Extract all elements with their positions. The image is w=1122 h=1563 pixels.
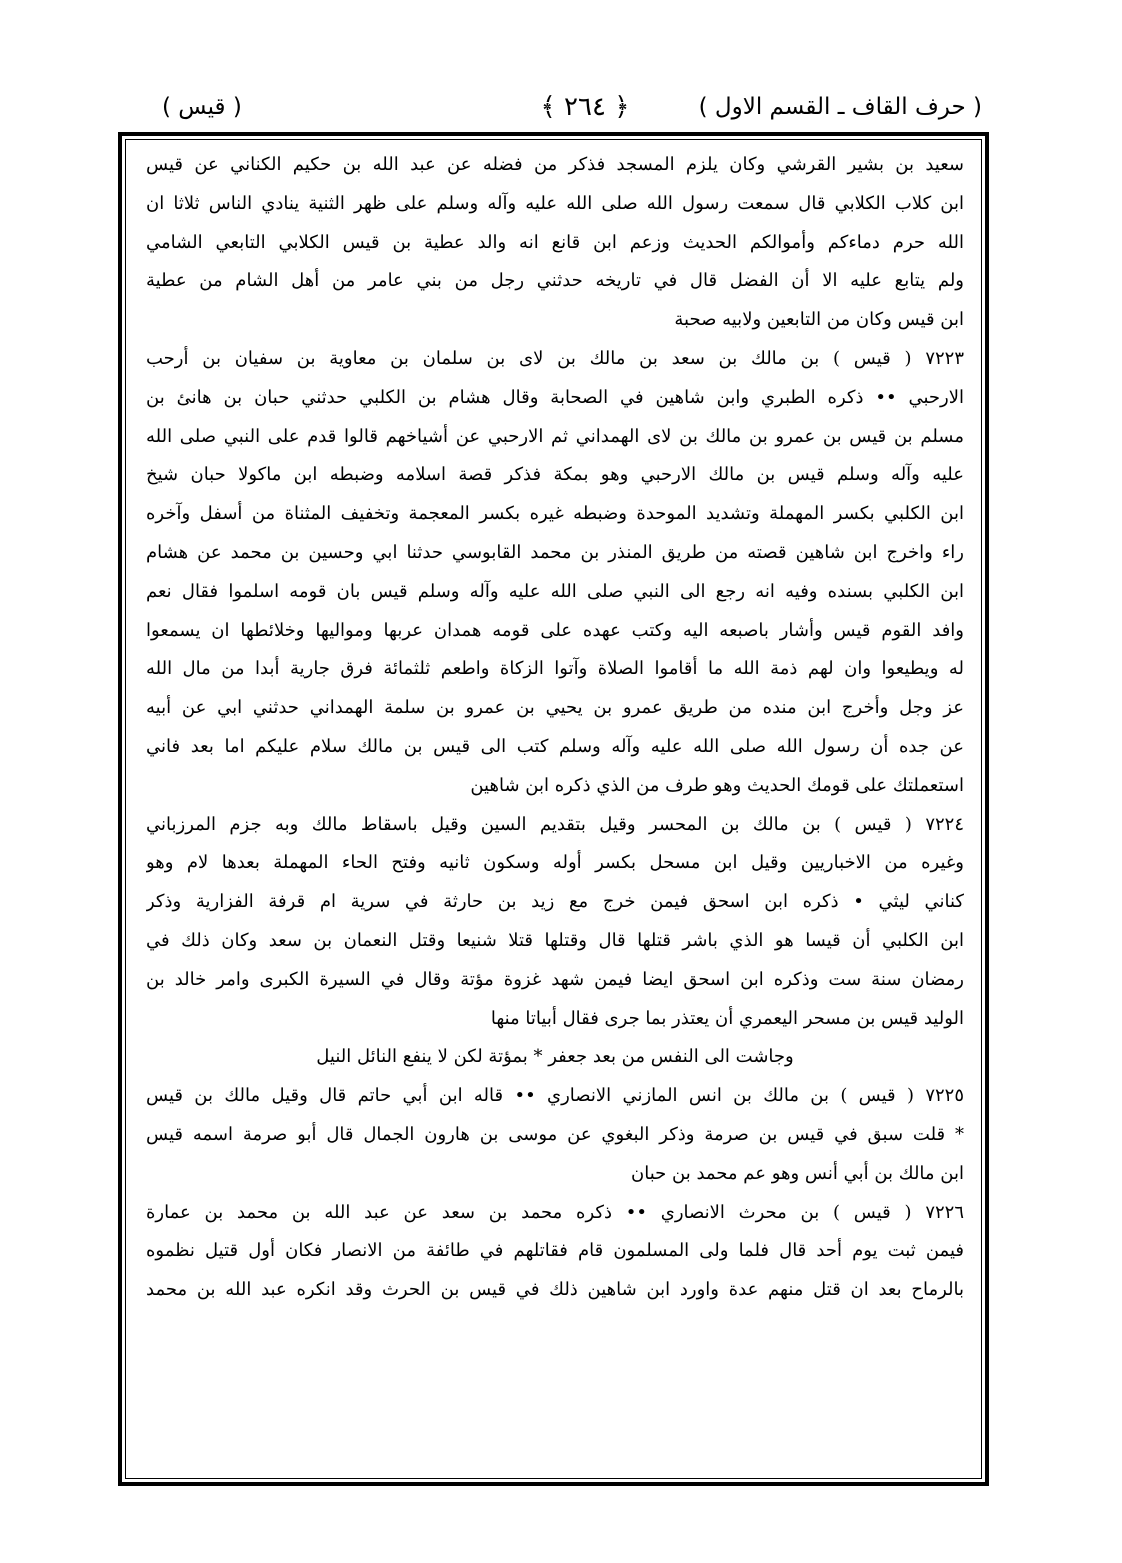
text-line: استعملتك على قومك الحديث وهو طرف من الذي ذكره ابن شاهين [470, 774, 964, 796]
text-line: بالرماح بعد ان قتل منهم عدة واورد ابن شاهين ذلك في قيس بن الحرث وقد انكره عبد الله بن محمد [146, 1279, 964, 1301]
text-line: سعيد بن بشير القرشي وكان يلزم المسجد فذكر من فضله عن عبد الله بن حكيم الكناني عن قيس [146, 154, 964, 175]
text-line: ابن الكلبي أن قيسا هو الذي باشر قتلها قال وقتلها قتلا شنيعا وقتل النعمان بن سعد وكان ذلك في [146, 929, 964, 951]
text-line: كناني ليثي • ذكره ابن اسحق فيمن خرج مع زيد بن حارثة في سرية ام قرفة الفزارية وذكر [146, 891, 964, 913]
section-title: ( حرف القاف ـ القسم الاول ) [698, 94, 982, 120]
text-line: فيمن ثبت يوم أحد قال فلما ولى المسلمون قام فقاتلهم في طائفة من الانصار فكان أول قتيل نظموه [146, 1240, 964, 1262]
text-line: ابن الكلبي بسنده وفيه انه رجع الى النبي صلى الله عليه وآله وسلم قيس بان قومه اسلموا فقال نعم [146, 580, 964, 602]
text-line: راء واخرج ابن شاهين قصته من طريق المنذر بن محمد القابوسي حدثنا ابي وحسين بن محمد عن هشام [146, 541, 964, 563]
text-line: عن جده أن رسول الله صلى الله عليه وآله وسلم كتب الى قيس بن مالك سلام عليكم اما بعد فاني [146, 735, 964, 757]
text-line: مسلم بن قيس بن عمرو بن مالك بن لاى الهمداني ثم الارحبي عن أشياخهم قالوا قدم على النبي صلى الله [146, 425, 964, 447]
text-line: الوليد قيس بن مسحر اليعمري أن يعتذر بما جرى فقال أبياتا منها [490, 1007, 964, 1029]
text-line: عليه وآله وسلم قيس بن مالك الارحبي وهو بمكة فذكر قصة اسلامه وضبطه ابن ماكولا حبان شيخ [146, 464, 964, 486]
text-line: عز وجل وأخرج ابن منده من طريق عمرو بن يحيي بن عمرو بن سلمة الهمداني حدثني ابي عن أبيه [146, 697, 964, 719]
entry-7224-line: ٧٢٢٤ ( قيس ) بن مالك بن المحسر وقيل بتقديم السين وقيل باسقاط مالك وبه جزم المرزباني [146, 813, 964, 835]
page-header [130, 84, 982, 130]
text-line: وافد القوم قيس وأشار باصبعه اليه وكتب عهده على قومه همدان عربها ومواليها وخلائطها ان يسمعوا [146, 619, 964, 641]
entry-7225-line: ٧٢٢٥ ( قيس ) بن مالك بن انس المازني الانصاري •• قاله ابن أبي حاتم قال وقيل مالك بن قيس [146, 1085, 964, 1107]
text-line: ابن الكلبي بكسر المهملة وتشديد الموحدة وضبطه غيره بكسر المعجمة وتخفيف المثناة من أسفل وآخره [146, 503, 964, 525]
text-line: ولم يتابع عليه الا أن الفضل قال في تاريخه حدثني رجل من بني عامر من أهل الشام من عطية [146, 270, 964, 292]
text-line: ابن كلاب الكلابي قال سمعت رسول الله صلى الله عليه وآله وسلم على ظهر الثنية ينادي الناس ثلاثا ان [146, 192, 964, 214]
text-line: ابن قيس وكان من التابعين ولابيه صحبة [674, 309, 964, 331]
text-line: له ويطيعوا وان لهم ذمة الله ما أقاموا الصلاة وآتوا الزكاة واطعم ثلثمائة فرق جارية أبدا من مال الله [146, 658, 964, 680]
text-line: وغيره من الاخباريين وقيل ابن مسحل بكسر أوله وسكون ثانيه وفتح الحاء المهملة بعدها لام وهو [146, 852, 964, 874]
main-text [146, 146, 964, 1466]
text-line: الارحبي •• ذكره الطبري وابن شاهين في الصحابة وقال هشام بن الكلبي حدثني حبان بن هانئ بن [146, 386, 964, 408]
text-line: رمضان سنة ست وذكره ابن اسحق ايضا فيمن شهد غزوة مؤتة وقال في السيرة الكبرى وامر خالد بن [146, 968, 964, 990]
entry-7226-line: ٧٢٢٦ ( قيس ) بن محرث الانصاري •• ذكره محمد بن سعد عن عبد الله بن محمد بن عمارة [146, 1201, 964, 1223]
page-number: ﴿ ٢٦٤ ﴾ [540, 92, 630, 122]
text-line: * قلت سبق في قيس بن صرمة وذكر البغوي عن موسى بن هارون الجمال قال أبو صرمة اسمه قيس [146, 1123, 964, 1145]
poetry-verse: وجاشت الى النفس من بعد جعفر * بمؤتة لكن لا ينفع النائل النيل [316, 1046, 794, 1068]
running-entry-name: ( قيس ) [162, 94, 242, 120]
text-line: الله حرم دماءكم وأموالكم الحديث وزعم ابن قانع انه والد عطية بن قيس الكلابي التابعي الشامي [146, 231, 964, 253]
text-line: ابن مالك بن أبي أنس وهو عم محمد بن حبان [631, 1162, 964, 1184]
entry-7223-line: ٧٢٢٣ ( قيس ) بن مالك بن سعد بن مالك بن لاى بن سلمان بن معاوية بن سفيان بن أرحب [146, 347, 964, 369]
